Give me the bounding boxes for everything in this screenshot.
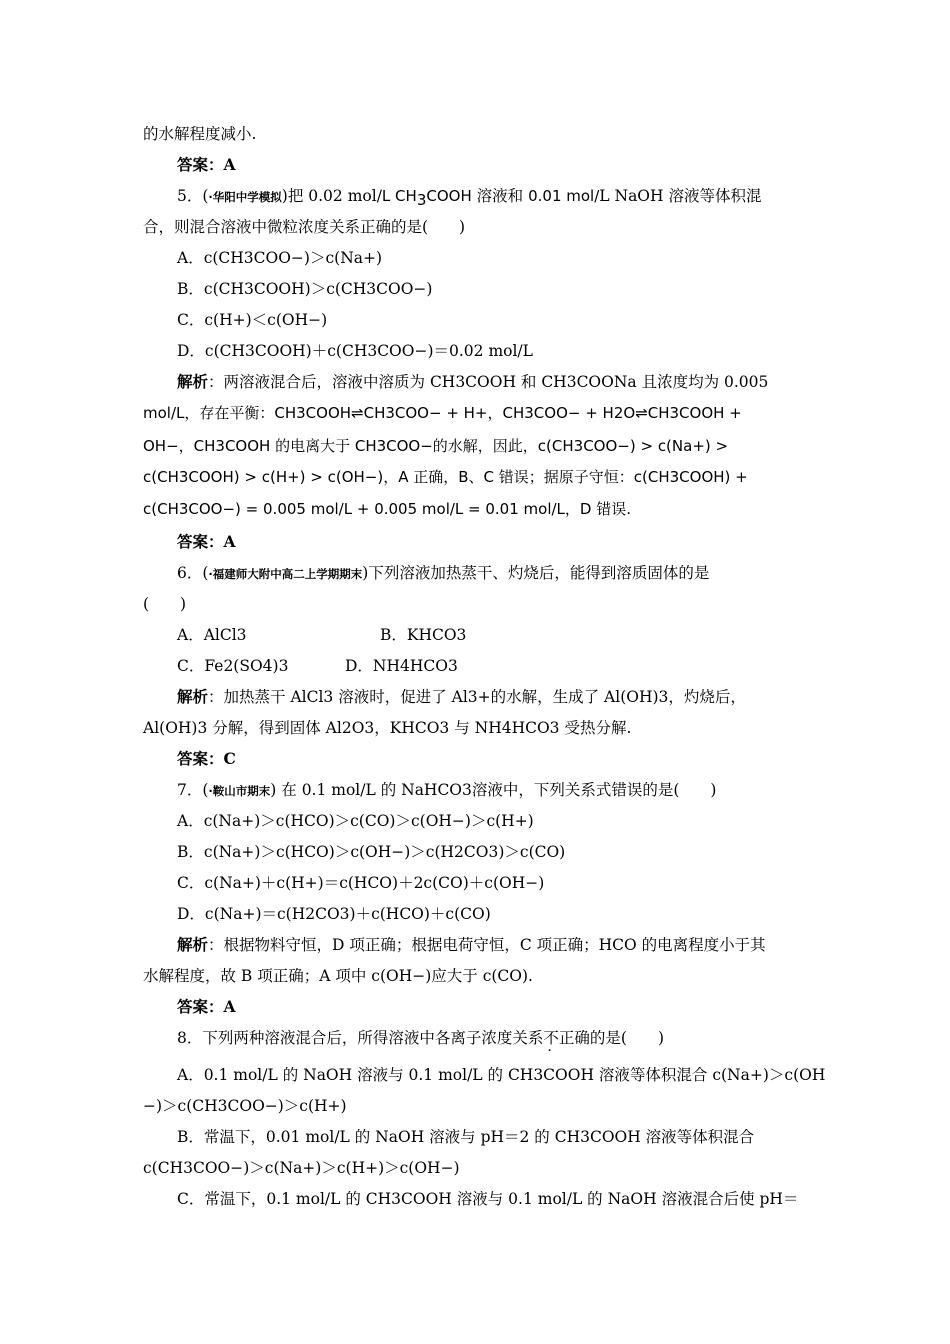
source-tag: ·福建师大附中高二上学期期末 <box>208 567 363 581</box>
option-a-cont: −)＞c(CH3COO−)＞c(H+) <box>143 1097 347 1115</box>
question-8-stem <box>177 1028 664 1048</box>
explanation-line <box>177 372 768 392</box>
explanation-line <box>177 935 766 955</box>
explanation-line: Al(OH)3 分解，得到固体 Al2O3，KHCO3 与 NH4HCO3 受热分解. <box>143 719 632 737</box>
stem-text: 溶液和 <box>471 187 529 205</box>
question-number: 6．( <box>177 564 209 582</box>
explanation-line: 水解程度，故 B 项正确；A 项中 c(OH−)应大于 c(CO). <box>143 967 533 985</box>
source-tag: ·华阳中学模拟 <box>208 190 282 204</box>
question-6-stem-cont: ( ) <box>143 595 187 613</box>
explanation-label: 解析 <box>177 687 209 706</box>
option-a: A．0.1 mol/L 的 NaOH 溶液与 0.1 mol/L 的 CH3COOH 溶液等体积混合 c(Na+)＞c(OH <box>177 1066 826 1084</box>
option-c: C．c(H+)＜c(OH−) <box>177 311 328 329</box>
question-5-stem: 5．(·华阳中学模拟)把 0.02 mol/L $CH_3COOH$ 溶液和 0.01 mol/L NaOH 溶液等体积混 <box>177 187 762 210</box>
answer-line: 答案：A <box>177 997 236 1016</box>
answer-line: 答案：A <box>177 155 236 174</box>
option-c: C．c(Na+)＋c(H+)＝c(HCO)＋2c(CO)＋c(OH−) <box>177 874 545 892</box>
stem-text: 正确的是( ) <box>558 1029 664 1047</box>
option-d: D．c(CH3COOH)＋c(CH3COO−)＝0.02 mol/L <box>177 342 533 360</box>
stem-text: ) 在 0.1 mol/L 的 NaHCO3溶液中，下列关系式错误的是( ) <box>270 781 717 799</box>
emphasis-mark: 不 <box>543 1029 559 1047</box>
source-tag: ·鞍山市期末 <box>208 784 271 798</box>
option-b: B．c(CH3COOH)＞c(CH3COO−) <box>177 280 433 298</box>
question-number: 7．( <box>177 781 209 799</box>
explanation-line: OH−，CH3COOH 的电离大于 CH3COO−的水解，因此，c(CH3COO−) > c(Na+) > <box>143 437 729 455</box>
question-6-stem <box>177 563 709 584</box>
option-b: B．c(Na+)＞c(HCO)＞c(OH−)＞c(H2CO3)＞c(CO) <box>177 843 566 861</box>
explanation-text: ：加热蒸干 AlCl3 溶液时，促进了 Al3+的水解，生成了 Al(OH)3，灼烧后， <box>208 688 746 706</box>
stem-text: L CH <box>381 187 417 205</box>
explanation-line: c(CH3COO−) = 0.005 mol/L + 0.005 mol/L = 0.01 mol/L，D 错误. <box>143 500 631 518</box>
explanation-text: ：两溶液混合后，溶液中溶质为 CH3COOH 和 CH3COONa 且浓度均为 0.005 <box>208 373 769 391</box>
option-c: C．Fe2(SO4)3 <box>177 657 289 675</box>
option-a: A．c(Na+)＞c(HCO)＞c(CO)＞c(OH−)＞c(H+) <box>177 812 534 830</box>
explanation-label: 解析 <box>177 372 209 391</box>
question-5-stem-cont: 合，则混合溶液中微粒浓度关系正确的是( ) <box>143 218 466 236</box>
option-b-cont: c(CH3COO−)＞c(Na+)＞c(H+)＞c(OH−) <box>143 1159 460 1177</box>
option-d: D．c(Na+)＝c(H2CO3)＋c(HCO)＋c(CO) <box>177 905 491 923</box>
explanation-line <box>177 687 746 707</box>
question-number: 5．( <box>177 187 209 205</box>
explanation-text: ：根据物料守恒，D 项正确；根据电荷守恒，C 项正确；HCO 的电离程度小于其 <box>208 936 766 954</box>
option-b: B．KHCO3 <box>380 626 467 644</box>
option-a: A．AlCl3 <box>177 626 247 644</box>
option-d: D．NH4HCO3 <box>345 657 458 675</box>
stem-text: L NaOH 溶液等体积混 <box>599 187 762 205</box>
explanation-line: c(CH3COOH) > c(H+) > c(OH−)，A 正确，B、C 错误；据原子守恒：c(CH3COOH) + <box>143 468 748 486</box>
explanation-line: mol/L，存在平衡：CH3COOH⇌CH3COO− + H+，CH3COO− + H2O⇌CH3COOH + <box>143 404 742 422</box>
option-c: C．常温下，0.1 mol/L 的 CH3COOH 溶液与 0.1 mol/L 的 NaOH 溶液混合后使 pH＝ <box>177 1190 799 1208</box>
stem-text: 8．下列两种溶液混合后，所得溶液中各离子浓度关系 <box>177 1029 544 1047</box>
explanation-label: 解析 <box>177 935 209 954</box>
text-line: 的水解程度减小. <box>143 125 257 143</box>
question-7-stem <box>177 780 716 801</box>
stem-text: )下列溶液加热蒸干、灼烧后，能得到溶质固体的是 <box>362 564 710 582</box>
answer-line: 答案：C <box>177 749 236 768</box>
answer-line: 答案：A <box>177 532 236 551</box>
stem-text: )把 0.02 mol/ <box>281 187 382 205</box>
option-a: A．c(CH3COO−)＞c(Na+) <box>177 249 383 267</box>
stem-text: 0.01 mol/ <box>528 187 600 205</box>
option-b: B．常温下，0.01 mol/L 的 NaOH 溶液与 pH＝2 的 CH3COOH 溶液等体积混合 <box>177 1128 755 1146</box>
stem-text: COOH <box>426 187 472 205</box>
